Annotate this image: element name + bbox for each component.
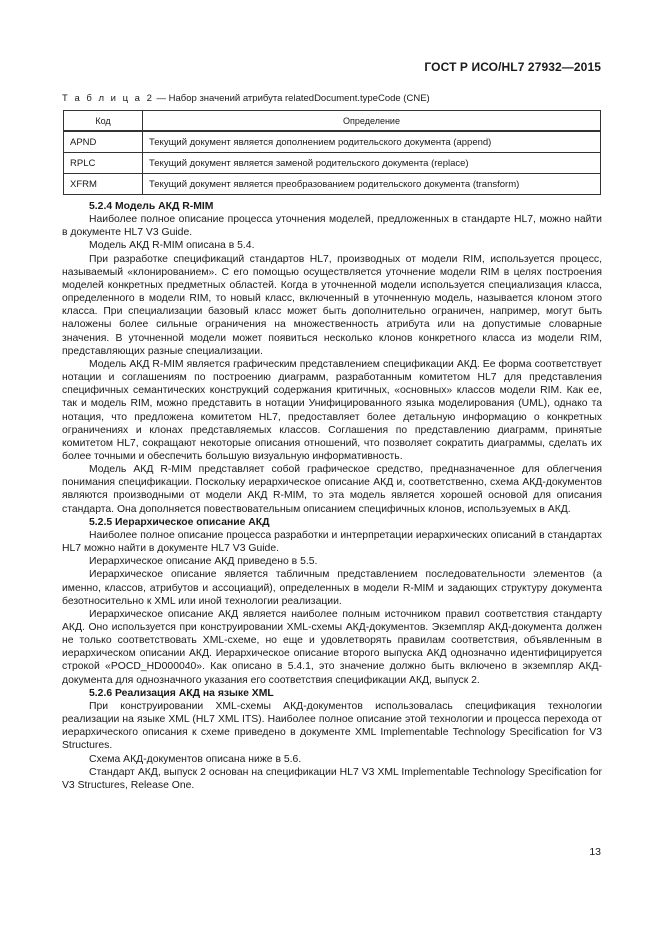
typecode-table — [63, 110, 601, 195]
table-caption — [62, 93, 430, 104]
paragraph: Иерархическое описание АКД приведено в 5.5. — [89, 556, 318, 568]
table-row — [64, 153, 601, 174]
paragraph: Наиболее полное описание процесса разработки и интерпретации иерархических описаний в стандартах HL7 можно найти в документе HL7 V3 Guide. — [62, 529, 602, 555]
definition-cell: Текущий документ является дополнением родительского документа (append) — [143, 131, 601, 153]
paragraph: Иерархическое описание АКД является наиболее полным источником правил соответствия стандарту АКД. Оно используется при конструировании XML-схемы АКД-документов. Экземпляр АКД-документа должен не только соответствовать XML-схеме, но еще и удовлетворять правилам соответствия, объявленным в иерархическом описании АКД. Иерархическое описание второго выпуска АКД однозначно идентифицируется строкой «POCD_HD000040». Как описано в 5.4.1, это значение должно быть включено в экземпляр АКД-документа для однозначного указания его соответствия спецификации АКД, выпуск 2. — [62, 608, 602, 686]
definition-cell: Текущий документ является преобразованием родительского документа (transform) — [143, 174, 601, 195]
paragraph: Стандарт АКД, выпуск 2 основан на спецификации HL7 V3 XML Implementable Technology Specification for V3 Structures, Release One. — [62, 766, 602, 791]
paragraph: Иерархическое описание является табличным представлением последовательности элементов (а именно, классов, атрибутов и ассоциаций), определенных в модели R-MIM и задающих структуру документа безотносительно к XML или иной технологии реализации. — [62, 569, 602, 607]
paragraph: Схема АКД-документов описана ниже в 5.6. — [89, 753, 302, 765]
column-header-definition: Определение — [143, 111, 601, 132]
code-cell: RPLC — [64, 153, 143, 174]
paragraph: При конструировании XML-схемы АКД-документов использовалась спецификация технологии реализации на языке XML (HL7 XML ITS). Наиболее полное описание этой технологии и процесса перехода от иерархического описания к схеме приведено в документе XML Implementable Technology Specification for V3 Structures. — [62, 700, 602, 752]
paragraph: Модель АКД R-MIM представляет собой графическое средство, предназначенное для облегчения понимания спецификации. Поскольку иерархическое описание АКД и, соответственно, схема АКД-документов являются производными от модели АКД R-MIM, то эта модель является хорошей основой для описания стандарта. Она дополняется повествовательным описанием специфичных клонов, используемых в АКД. — [62, 464, 602, 515]
table-header-row — [64, 111, 601, 132]
table-caption-prefix: Т а б л и ц а 2 — [62, 93, 154, 104]
code-cell: XFRM — [64, 174, 143, 195]
standard-designation: ГОСТ Р ИСО/HL7 27932—2015 — [424, 60, 601, 74]
definition-cell: Текущий документ является заменой родительского документа (replace) — [143, 153, 601, 174]
paragraph: При разработке спецификаций стандартов HL7, производных от модели RIM, используется процесс, называемый «клонированием». С его помощью осуществляется уточнение модели RIM в целях построения моделей конкретных предметных областей. Когда в уточненной модели используется специализация класса, определенного в модели RIM, то новый класс, включенный в уточненную модель, называется клоном этого класса. При специализации базовый класс может быть дополнительно ограничен, например, могут быть наложены более сильные ограничения на множественность атрибута или на допустимые словарные значения. В уточненной модели может появиться несколько клонов конкретного класса из модели RIM, представляющих разные специализации. — [62, 253, 602, 357]
page-number: 13 — [589, 846, 601, 858]
table-row — [64, 174, 601, 195]
body-text — [62, 200, 602, 792]
column-header-code: Код — [64, 111, 143, 132]
table-row — [64, 131, 601, 153]
section-heading-5-2-5: 5.2.5 Иерархическое описание АКД — [89, 516, 270, 528]
code-cell: APND — [64, 131, 143, 153]
paragraph: Модель АКД R-MIM является графическим представлением спецификации АКД. Ее форма соответствует нотации и соглашениям по построению диаграмм, разработанным комитетом HL7 для представления специфичных семантических конструкций содержания критичных, «основных» классов модели RIM. Как ее, так и модель RIM, можно представить в нотации Унифицированного языка моделирования (UML), однако та нотация, что предложена комитетом HL7, предоставляет более детальную информацию о конкретных ограничениях и клонах представляемых классов. Соглашения по представлению диаграмм, принятые комитетом HL7, сокращают некоторые описания отношений, что позволяет сократить диаграммы, сделать их более точными и обеспечить большую визуальную информативность. — [62, 358, 602, 462]
table-caption-text: — Набор значений атрибута relatedDocument.typeCode (CNE) — [153, 93, 430, 104]
section-heading-5-2-4: 5.2.4 Модель АКД R-MIM — [89, 201, 214, 212]
paragraph: Модель АКД R-MIM описана в 5.4. — [89, 240, 255, 252]
section-heading-5-2-6: 5.2.6 Реализация АКД на языке XML — [89, 687, 274, 699]
paragraph: Наиболее полное описание процесса уточнения моделей, предложенных в стандарте HL7, можно найти в документе HL7 V3 Guide. — [62, 214, 602, 239]
